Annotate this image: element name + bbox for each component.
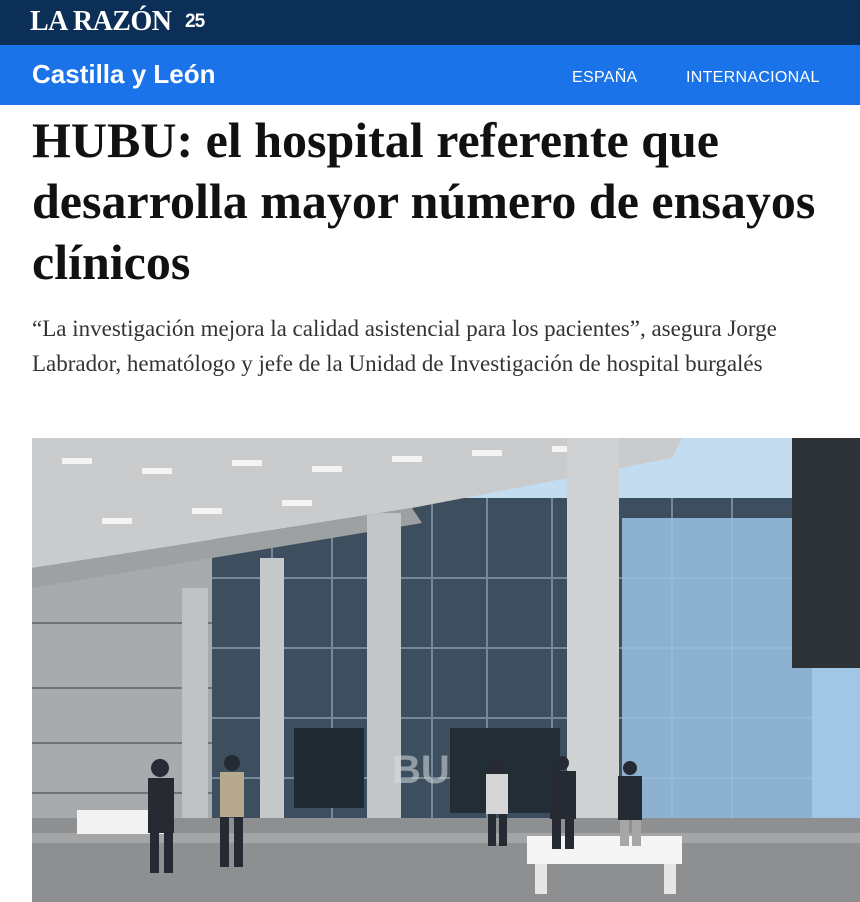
- building-signage: BU: [392, 748, 450, 792]
- nav-link-internacional[interactable]: INTERNACIONAL: [686, 69, 820, 86]
- article-headline: HUBU: el hospital referente que desarrolla mayor número de ensayos clínicos: [32, 112, 816, 290]
- nav-link-espana[interactable]: ESPAÑA: [572, 69, 638, 86]
- section-title[interactable]: Castilla y León: [32, 59, 216, 89]
- site-logo[interactable]: LA RAZÓN: [30, 6, 172, 37]
- article-photo: [32, 438, 860, 902]
- article-subheadline: “La investigación mejora la calidad asistencial para los pacientes”, asegura Jorge Labrador, hematólogo y jefe de la Unidad de Investigación de hospital burgalés: [32, 316, 777, 376]
- hospital-entrance-illustration: [32, 438, 860, 902]
- anniversary-badge: 25: [185, 11, 205, 32]
